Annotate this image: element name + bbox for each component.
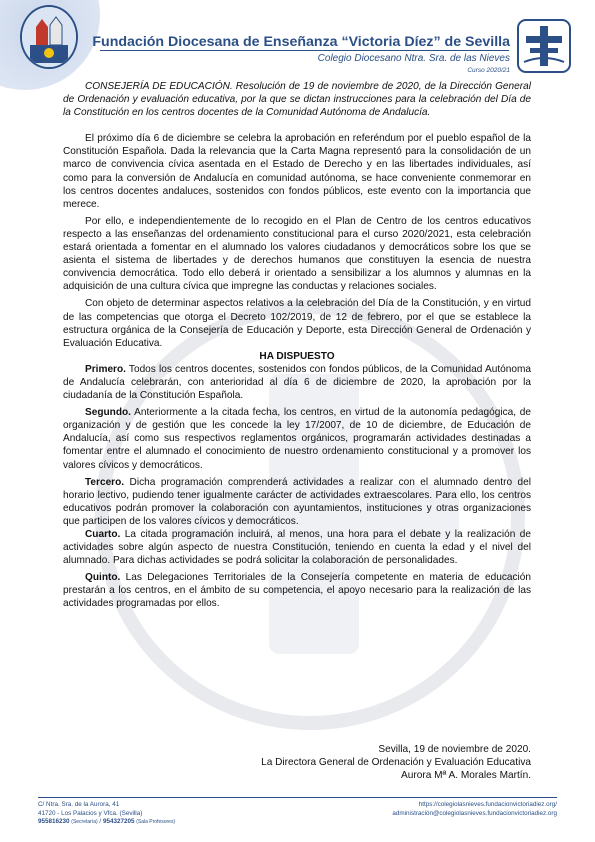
footer-phone-secretaria-note: (Secretaría) (71, 819, 98, 825)
clause-segundo (63, 406, 531, 471)
foundation-title: Fundación Diocesana de Enseñanza “Victoria Díez” de Sevilla (92, 34, 510, 50)
paragraph-1: El próximo día 6 de diciembre se celebra la aprobación en referéndum por el pueblo español de la Constitución Española. Dada la relevancia que la Carta Magna representó para la consolidación de un marco de convivencia cívica asentada en el Estado de Derecho y en las libertades individuales, así como para la conversión de Andalucía en comunidad autónoma, se hace conveniente conmemorar en los centros docentes andaluces, sostenidos con fondos públicos, este evento con la importancia que merece. (63, 133, 531, 210)
resolution-intro: CONSEJERÍA DE EDUCACIÓN. Resolución de 19 de noviembre de 2020, de la Dirección General de Ordenación y evaluación educativa, por la que se dictan instrucciones para la celebración del Día de la Constitución en los centros docentes de la Comunidad Autónoma de Andalucía. (63, 81, 531, 119)
course-code: Curso 2020/21 (467, 67, 510, 74)
footer-email-link[interactable]: administración@colegiolasnieves.fundacionvictoriadiez.org (392, 809, 557, 817)
signature-name: Aurora Mª A. Morales Martín. (401, 770, 531, 782)
clause-tercero-text: Dicha programación comprenderá actividades a realizar con el alumnado dentro del horario lectivo, pudiendo tener igualmente carácter de actividades extraescolares. Para ello, los centros educativos podrán promover la colaboración con ayuntamientos, instituciones y otras organizaciones que participen de los valores cívicos y democráticos. (63, 476, 531, 527)
document-body (63, 80, 531, 611)
clause-tercero (63, 476, 531, 528)
clause-quinto-label: Quinto. (85, 572, 121, 584)
footer-address-line2: 41720 - Los Palacios y Vfca. (Sevilla) (38, 809, 143, 817)
signature-block (261, 743, 531, 783)
footer-website-link[interactable]: https://colegiolasnieves.fundacionvictoriadiez.org/ (418, 801, 557, 808)
signature-role: La Directora General de Ordenación y Evaluación Educativa (261, 757, 531, 769)
footer-address-line1: C/ Ntra. Sra. de la Aurora, 41 (38, 801, 120, 808)
clause-segundo-label: Segundo. (85, 407, 131, 419)
footer-divider (38, 797, 557, 798)
school-seal-logo (20, 5, 78, 69)
footer-contact (38, 801, 175, 827)
section-heading: HA DISPUESTO (259, 350, 335, 362)
footer-online (392, 801, 557, 818)
footer-phone-profesores: 954327205 (102, 818, 135, 825)
paragraph-3: Con objeto de determinar aspectos relativos a la celebración del Día de la Constitución, y en virtud de las competencias que otorga el Decreto 102/2019, de 12 de febrero, por el que se establece la estructura orgánica de la Consejería de Educación y Deporte, esta Dirección General de Ordenación y Evaluación Educativa. (63, 298, 531, 349)
paragraph-2: Por ello, e independientemente de lo recogido en el Plan de Centro de los centros educativos respecto a las enseñanzas del ordenamiento constitucional para el curso 2020/2021, esta celebración estará orientada a fomentar en el alumnado los valores ciudadanos y democráticos sobre los que se asienta el sistema de libertades y de derechos humanos que constituyen la esencia de nuestra convivencia democrática. Todo ello deberá ir orientado a sensibilizar a los alumnos y alumnas en la adquisición de una cultura cívica que impregne las conductas y relaciones sociales. (63, 215, 531, 293)
clause-primero-text: Todos los centros docentes, sostenidos con fondos públicos, de la Comunidad Autónoma de Andalucía celebrarán, con anterioridad al día 6 de diciembre de 2020, la aprobación por la ciudadanía de la Constitución Española. (63, 363, 531, 402)
clause-segundo-text: Anteriormente a la citada fecha, los centros, en virtud de la autonomía pedagógica, de organización y de gestión que les concede la ley 17/2007, de 10 de diciembre, de Educación de Andalucía, así como sus respectivos reglamentos orgánicos, programarán actividades destinadas a fomentar entre el alumnado el conocimiento de nuestro ordenamiento constitucional y a promover los valores cívicos y democráticos. (63, 407, 531, 471)
clause-primero-label: Primero. (85, 363, 126, 375)
clause-quinto (63, 571, 531, 610)
clause-cuarto-text: La citada programación incluirá, al menos, una hora para el debate y la realización de actividades sobre algún aspecto de nuestra Constitución, teniendo en cuenta la edad y el nivel del alumnado. Para dichas actividades se podrá solicitar la colaboración de personalidades. (63, 529, 531, 567)
clause-quinto-text: Las Delegaciones Territoriales de la Consejería competente en materia de educación prestarán a los centros, en el ámbito de su competencia, el apoyo necesario para la realización de las actividades programadas por ellos. (63, 572, 531, 610)
foundation-cross-logo (516, 18, 572, 74)
clause-cuarto (63, 528, 531, 567)
footer-phone-secretaria: 955816230 (38, 818, 70, 825)
clause-cuarto-label: Cuarto. (85, 529, 121, 540)
header-divider (100, 50, 509, 51)
footer-phone-profesores-note: (Sala Profesores) (136, 819, 176, 825)
school-name: Colegio Diocesano Ntra. Sra. de las Nieves (317, 53, 510, 64)
footer-phones: 955816230 (Secretaría) / 954327205 (Sala Profesores) (38, 818, 176, 825)
clause-primero (63, 363, 531, 402)
clause-tercero-label: Tercero. (85, 476, 125, 488)
signature-place-date: Sevilla, 19 de noviembre de 2020. (378, 744, 531, 755)
